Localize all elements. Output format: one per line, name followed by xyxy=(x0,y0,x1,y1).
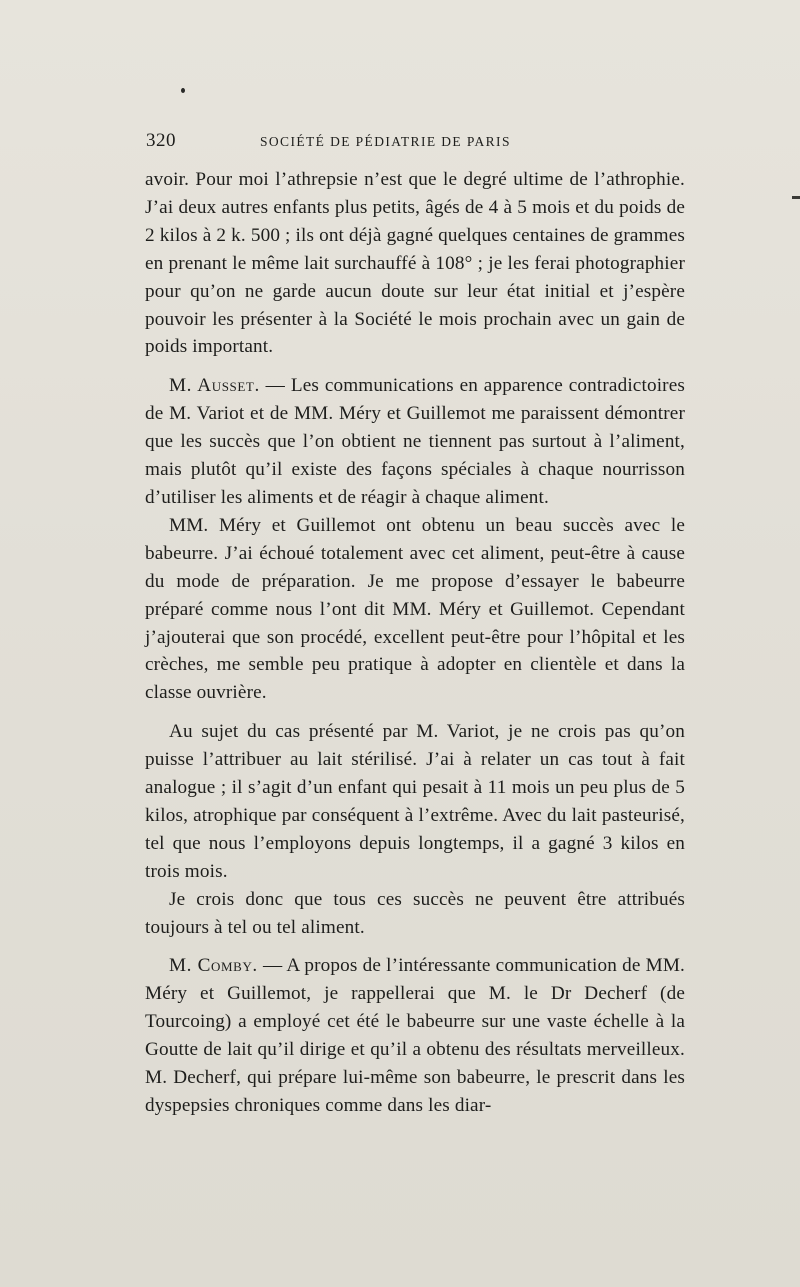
paragraph-4 xyxy=(145,718,685,885)
paragraph-text: MM. Méry et Guillemot ont obtenu un beau succès avec le babeurre. J’ai échoué totalement avec cet aliment, peut-être à cause du mode de préparation. Je me propose d’essayer le babeurre préparé comme nous l’ont dit MM. Méry et Guillemot. Cependant j’ajouterai que son procédé, excellent peut-être pour l’hôpital et les crèches, me semble peu pratique à adopter en clientèle et dans la classe ouvrière. xyxy=(145,514,685,704)
paragraph-text: avoir. Pour moi l’athrepsie n’est que le degré ultime de l’athrophie. J’ai deux autres enfants plus petits, âgés de 4 à 5 mois et du poids de 2 kilos à 2 k. 500 ; ils ont déjà gagné quelques centaines de grammes en prenant le même lait surchauffé à 108° ; je les ferai photographier pour qu’on ne garde aucun doute sur leur état initial et j’espère pouvoir les présenter à la Société le mois prochain avec un gain de poids important. xyxy=(145,169,685,358)
paragraph-6 xyxy=(145,952,685,1119)
paragraph-text: — A propos de l’intéressante communication de MM. Méry et Guillemot, je rappellerai que M. le Dr Decherf (de Tourcoing) a employé cet été le babeurre sur une vaste échelle à la Goutte de lait qu’il dirige et qu’il a obtenu des résultats merveilleux. M. Decherf, qui prépare lui-même son babeurre, le prescrit dans les dyspepsies chroniques comme dans les diar- xyxy=(145,955,685,1116)
body-text xyxy=(145,166,685,1120)
page-edge-mark xyxy=(792,196,800,199)
paragraph-1 xyxy=(145,166,685,361)
print-speck xyxy=(181,88,185,93)
page-header xyxy=(146,130,690,156)
paragraph-text: — Les communications en apparence contradictoires de M. Variot et de MM. Méry et Guillemot me paraissent démontrer que les succès que l’on obtient ne tiennent pas surtout à l’aliment, mais plutôt qu’il existe des façons spéciales à chaque nourrisson d’utiliser les aliments et de réagir à chaque aliment. xyxy=(145,375,685,508)
paragraph-3 xyxy=(145,512,685,707)
page-number: 320 xyxy=(146,130,176,151)
speaker-name: M. Comby. xyxy=(169,955,258,977)
paragraph-text: Au sujet du cas présenté par M. Variot, je ne crois pas qu’on puisse l’attribuer au lait stérilisé. J’ai à relater un cas tout à fait analogue ; il s’agit d’un enfant qui pesait à 11 mois un peu plus de 5 kilos, atrophique par conséquent à l’extrême. Avec du lait pasteurisé, tel que nous l’employons depuis longtemps, il a gagné 3 kilos en trois mois. xyxy=(145,721,685,882)
paragraph-text: Je crois donc que tous ces succès ne peuvent être attribués toujours à tel ou tel aliment. xyxy=(145,888,685,938)
running-title: SOCIÉTÉ DE PÉDIATRIE DE PARIS xyxy=(260,134,511,149)
speaker-name: M. Ausset. xyxy=(169,375,260,397)
paragraph-2 xyxy=(145,372,685,512)
paragraph-5 xyxy=(145,886,685,942)
